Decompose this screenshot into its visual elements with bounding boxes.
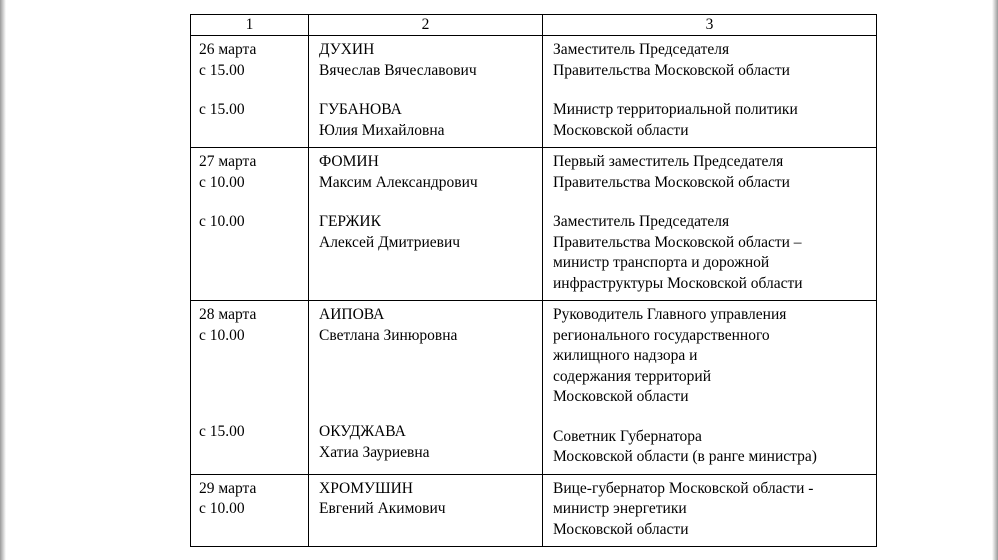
table-row xyxy=(191,474,877,547)
date-cell xyxy=(191,301,309,475)
position-line: Руководитель Главного управления xyxy=(553,306,787,323)
name-cell xyxy=(309,148,543,301)
position-line: жилищного надзора и xyxy=(553,347,698,364)
position-cell xyxy=(543,301,877,475)
surname-line: ФОМИН xyxy=(319,153,379,170)
schedule-table xyxy=(190,14,877,547)
date-cell xyxy=(191,36,309,148)
table-row xyxy=(191,148,877,301)
date-line: 27 марта xyxy=(199,153,257,170)
time-line: с 15.00 xyxy=(199,61,245,79)
date-line: 29 марта xyxy=(199,479,257,497)
date-cell xyxy=(191,148,309,301)
position-cell xyxy=(543,148,877,301)
fullname-line: Евгений Акимович xyxy=(319,500,446,517)
column-header-1: 1 xyxy=(191,15,309,36)
time-line-secondary: с 15.00 xyxy=(199,101,245,118)
position-line: министр энергетики xyxy=(553,500,687,517)
page-left-edge-shadow xyxy=(0,0,6,560)
fullname-line: Максим Александрович xyxy=(319,173,478,191)
position-cell xyxy=(543,474,877,547)
time-line: с 10.00 xyxy=(199,500,245,517)
surname-line-secondary: ОКУДЖАВА xyxy=(319,423,406,440)
position-line: Заместитель Председателя xyxy=(553,41,730,58)
position-line-secondary: министр транспорта и дорожной xyxy=(553,254,770,271)
time-line: с 10.00 xyxy=(199,173,245,191)
position-line-secondary: Заместитель Председателя xyxy=(553,213,730,230)
time-line-secondary: с 15.00 xyxy=(199,423,245,440)
column-header-2: 2 xyxy=(309,15,543,36)
page-right-edge-shadow xyxy=(992,0,998,560)
surname-line: ДУХИН xyxy=(319,41,375,58)
position-line-secondary: Министр территориальной политики xyxy=(553,101,798,118)
position-line-secondary: инфраструктуры Московской области xyxy=(553,274,803,292)
fullname-line: Светлана Зинюровна xyxy=(319,326,458,344)
column-header-3: 3 xyxy=(543,15,877,36)
position-line: содержания территорий xyxy=(553,367,711,385)
position-line: Московской области xyxy=(553,388,689,405)
position-line: Московской области xyxy=(553,520,689,538)
surname-line-secondary: ГУБАНОВА xyxy=(319,101,402,118)
table-row xyxy=(191,301,877,475)
fullname-line: Вячеслав Вячеславович xyxy=(319,61,477,79)
date-line: 28 марта xyxy=(199,306,257,323)
position-line-secondary: Московской области (в ранге министра) xyxy=(553,448,817,465)
name-cell xyxy=(309,301,543,475)
position-cell xyxy=(543,36,877,148)
table-header-row xyxy=(191,15,877,36)
surname-line-secondary: ГЕРЖИК xyxy=(319,213,381,230)
date-line: 26 марта xyxy=(199,41,257,58)
time-line: с 10.00 xyxy=(199,326,245,344)
position-line: Первый заместитель Председателя xyxy=(553,153,784,170)
position-line-secondary: Московской области xyxy=(553,121,689,139)
position-line: Вице-губернатор Московской области - xyxy=(553,479,814,497)
name-cell xyxy=(309,474,543,547)
position-line: регионального государственного xyxy=(553,326,770,344)
position-line: Правительства Московской области xyxy=(553,61,790,79)
fullname-line-secondary: Хатиа Зауриевна xyxy=(319,443,430,461)
time-line-secondary: с 10.00 xyxy=(199,213,245,230)
fullname-line-secondary: Алексей Дмитриевич xyxy=(319,233,461,251)
table-row xyxy=(191,36,877,148)
position-line-secondary: Советник Губернатора xyxy=(553,427,702,445)
position-line-secondary: Правительства Московской области – xyxy=(553,233,802,251)
position-line: Правительства Московской области xyxy=(553,173,790,191)
name-cell xyxy=(309,36,543,148)
surname-line: ХРОМУШИН xyxy=(319,479,413,497)
date-cell xyxy=(191,474,309,547)
fullname-line-secondary: Юлия Михайловна xyxy=(319,121,445,139)
surname-line: АИПОВА xyxy=(319,306,385,323)
